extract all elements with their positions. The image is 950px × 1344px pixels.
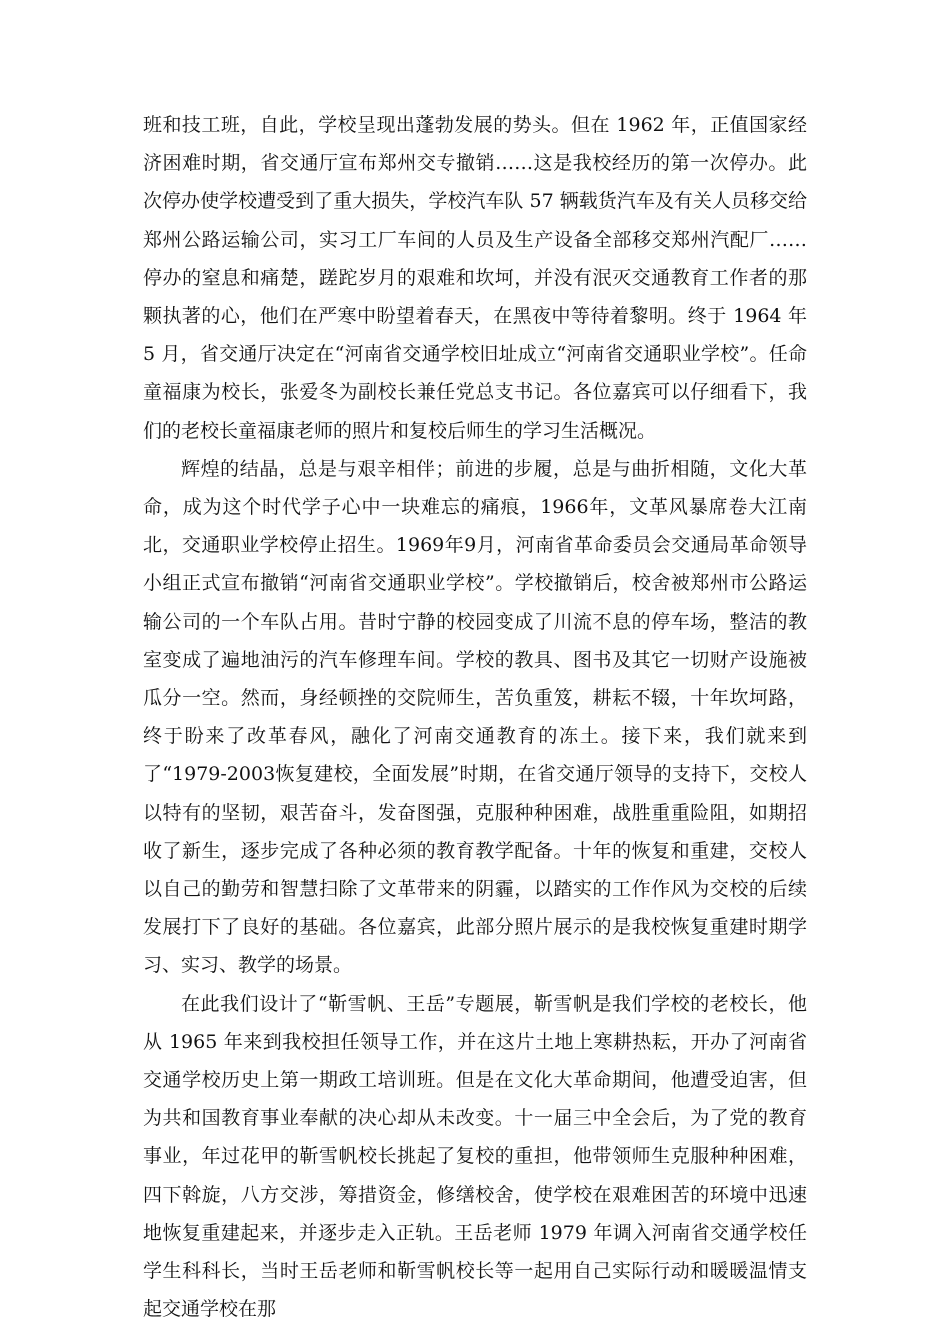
paragraph-continuation: 班和技工班，自此，学校呈现出蓬勃发展的势头。但在 1962 年，正值国家经济困难时期，省交通厅宣布郑州交专撤销……这是我校经历的第一次停办。此次停办使学校遭受到了重大损失，学校汽车队 57 辆载货汽车及有关人员移交给郑州公路运输公司，实习工厂车间的人员及生产设备全部移交郑州汽配厂……停办的窒息和痛楚，蹉跎岁月的艰难和坎坷，并没有泯灭交通教育工作者的那颗执著的心，他们在严寒中盼望着春天，在黑夜中等待着黎明。终于 1964 年 5 月，省交通厅决定在“河南省交通学校旧址成立“河南省交通职业学校”。任命童福康为校长，张爱冬为副校长兼任党总支书记。各位嘉宾可以仔细看下，我们的老校长童福康老师的照片和复校后师生的学习生活概况。	[143, 114, 807, 442]
paragraph-cultural-revolution: 辉煌的结晶，总是与艰辛相伴；前进的步履，总是与曲折相随，文化大革命，成为这个时代学子心中一块难忘的痛痕，1966年，文革风暴席卷大江南北，交通职业学校停止招生。1969年9月，河南省革命委员会交通局革命领导小组正式宣布撤销“河南省交通职业学校”。学校撤销后，校舍被郑州市公路运输公司的一个车队占用。昔时宁静的校园变成了川流不息的停车场，整洁的教室变成了遍地油污的汽车修理车间。学校的教具、图书及其它一切财产设施被瓜分一空。然而，身经顿挫的交院师生，苦负重笈，耕耘不辍，十年坎坷路，终于盼来了改革春风，融化了河南交通教育的冻土。接下来，我们就来到了“1979-2003恢复建校，全面发展”时期，在省交通厅领导的支持下，交校人以特有的坚韧，艰苦奋斗，发奋图强，克服种种困难，战胜重重险阻，如期招收了新生，逐步完成了各种必须的教育教学配备。十年的恢复和重建，交校人以自己的勤劳和智慧扫除了文革带来的阴霾，以踏实的工作作风为交校的后续发展打下了良好的基础。各位嘉宾，此部分照片展示的是我校恢复重建时期学习、实习、教学的场景。	[143, 457, 807, 977]
document-body	[143, 106, 807, 1329]
paragraph-special-exhibition: 在此我们设计了“靳雪帆、王岳”专题展，靳雪帆是我们学校的老校长，他从 1965 年来到我校担任领导工作，并在这片土地上寒耕热耘，开办了河南省交通学校历史上第一期政工培训班。但是在文化大革命期间，他遭受迫害，但为共和国教育事业奉献的决心却从未改变。十一届三中全会后，为了党的教育事业，年过花甲的靳雪帆校长挑起了复校的重担，他带领师生克服种种困难，四下斡旋，八方交涉，筹措资金，修缮校舍，使学校在艰难困苦的环境中迅速地恢复重建起来，并逐步走入正轨。王岳老师 1979 年调入河南省交通学校任学生科科长，当时王岳老师和靳雪帆校长等一起用自己实际行动和暖暖温情支起交通学校在那	[143, 992, 807, 1321]
